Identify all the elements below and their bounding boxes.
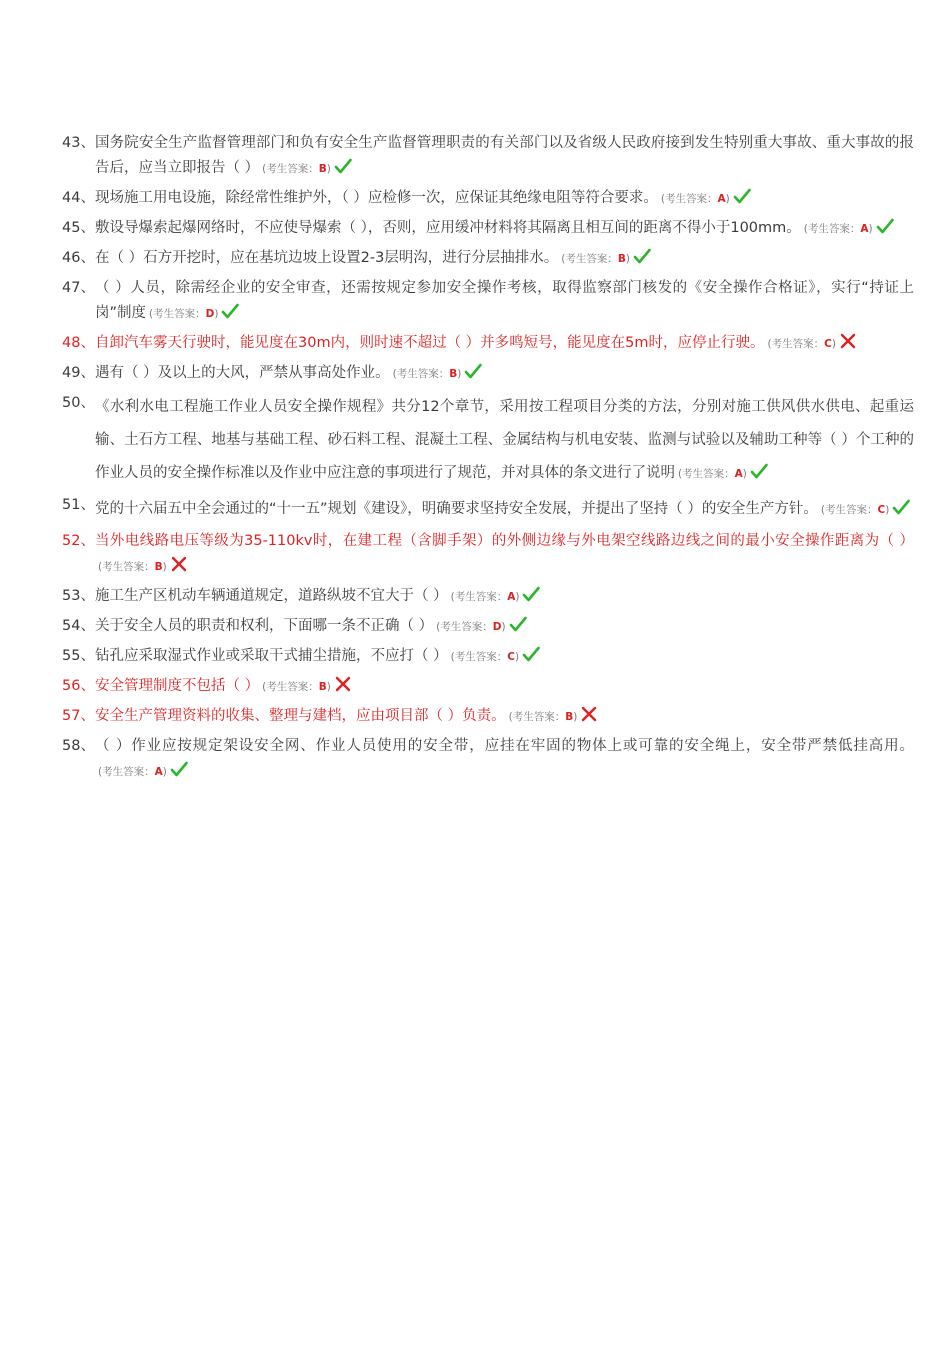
answer-close: ) xyxy=(515,591,520,603)
question-body xyxy=(95,493,914,527)
checkmark-icon xyxy=(633,248,651,264)
question-item xyxy=(62,704,914,730)
candidate-answer xyxy=(436,621,505,633)
question-number: 53、 xyxy=(62,588,95,604)
answer-letter: A xyxy=(717,193,726,205)
checkmark-icon xyxy=(522,586,540,602)
question-item xyxy=(62,276,914,327)
question-text: 钻孔应采取湿式作业或采取干式捕尘措施，不应打（ ） xyxy=(95,648,448,664)
candidate-answer xyxy=(509,711,578,723)
question-body xyxy=(95,331,914,357)
candidate-answer xyxy=(451,591,520,603)
answer-close: ) xyxy=(742,468,747,480)
cross-icon xyxy=(170,556,188,572)
answer-close: ) xyxy=(326,681,331,693)
answer-close: ) xyxy=(514,651,520,663)
question-item xyxy=(62,216,914,242)
question-number: 45、 xyxy=(62,220,95,236)
answer-label: (考生答案： xyxy=(767,338,825,350)
answer-label: (考生答案： xyxy=(98,766,155,778)
checkmark-icon xyxy=(509,616,527,632)
question-item xyxy=(62,361,914,387)
question-number: 52、 xyxy=(62,533,95,549)
answer-close: ) xyxy=(573,711,578,723)
question-number: 58、 xyxy=(62,738,95,754)
answer-close: ) xyxy=(625,253,631,265)
answer-letter: B xyxy=(449,368,458,380)
question-item xyxy=(62,331,914,357)
answer-label: (考生答案： xyxy=(660,193,718,205)
question-text: 当外电线路电压等级为35-110kv时，在建工程（含脚手架）的外侧边缘与外电架空线路边线之间的最小安全操作距离为（ ） xyxy=(95,533,914,549)
candidate-answer xyxy=(262,163,331,175)
answer-label: (考生答案： xyxy=(436,621,493,633)
checkmark-icon xyxy=(464,363,482,379)
question-body xyxy=(95,391,914,491)
candidate-answer xyxy=(678,468,747,480)
candidate-answer xyxy=(768,338,836,350)
cross-icon xyxy=(839,333,857,349)
answer-letter: B xyxy=(318,681,327,693)
question-item xyxy=(62,493,914,527)
question-list xyxy=(62,131,914,789)
question-body xyxy=(95,186,914,212)
checkmark-icon xyxy=(876,218,894,234)
answer-close: ) xyxy=(885,504,890,516)
question-number: 54、 xyxy=(62,618,95,634)
question-text: 自卸汽车雾天行驶时，能见度在30m内，则时速不超过（ ）并多鸣短号，能见度在5m时，应停止行驶。 xyxy=(95,335,765,351)
answer-label: (考生答案： xyxy=(149,308,206,320)
candidate-answer xyxy=(561,253,630,265)
question-item xyxy=(62,529,914,580)
question-number: 47、 xyxy=(62,280,95,296)
answer-label: (考生答案： xyxy=(450,591,508,603)
answer-label: (考生答案： xyxy=(508,711,566,723)
candidate-answer xyxy=(393,368,462,380)
question-body xyxy=(95,361,914,387)
answer-letter: D xyxy=(492,621,502,633)
checkmark-icon xyxy=(892,499,910,515)
answer-close: ) xyxy=(162,561,167,573)
question-body xyxy=(95,734,914,785)
answer-letter: B xyxy=(617,253,626,265)
checkmark-icon xyxy=(750,463,768,479)
checkmark-icon xyxy=(221,303,239,319)
answer-close: ) xyxy=(326,163,331,175)
answer-label: (考生答案： xyxy=(262,163,319,175)
answer-label: (考生答案： xyxy=(820,504,878,516)
answer-close: ) xyxy=(725,193,730,205)
answer-letter: D xyxy=(205,308,215,320)
candidate-answer xyxy=(661,193,730,205)
question-text: 敷设导爆索起爆网络时，不应使导爆索（ ），否则，应用缓冲材料将其隔离且相互间的距离不得小于100mm。 xyxy=(95,220,801,236)
checkmark-icon xyxy=(334,158,352,174)
question-body xyxy=(95,246,914,272)
candidate-answer xyxy=(451,651,519,663)
question-text: 遇有（ ）及以上的大风，严禁从事高处作业。 xyxy=(95,365,390,381)
answer-letter: C xyxy=(824,338,832,350)
question-body xyxy=(95,614,914,640)
answer-letter: A xyxy=(734,468,743,480)
question-body xyxy=(95,674,914,700)
answer-letter: B xyxy=(154,561,163,573)
question-text: 现场施工用电设施，除经常性维护外，（ ）应检修一次，应保证其绝缘电阻等符合要求。 xyxy=(95,190,658,206)
question-text: 安全管理制度不包括（ ） xyxy=(95,678,260,694)
candidate-answer xyxy=(149,308,218,320)
answer-letter: C xyxy=(877,504,886,516)
checkmark-icon xyxy=(170,761,188,777)
candidate-answer xyxy=(98,766,167,778)
answer-letter: A xyxy=(154,766,163,778)
cross-icon xyxy=(580,706,598,722)
answer-letter: B xyxy=(318,163,327,175)
question-number: 56、 xyxy=(62,678,95,694)
question-body xyxy=(95,644,914,670)
question-text: 关于安全人员的职责和权利，下面哪一条不正确（ ） xyxy=(95,618,434,634)
question-body xyxy=(95,584,914,610)
candidate-answer xyxy=(804,223,873,235)
question-number: 50、 xyxy=(62,395,95,411)
answer-close: ) xyxy=(214,308,219,320)
question-text: （ ）作业应按规定架设安全网、作业人员使用的安全带，应挂在牢固的物体上或可靠的安全绳上，安全带严禁低挂高用。 xyxy=(95,738,914,754)
question-item xyxy=(62,246,914,272)
answer-label: (考生答案： xyxy=(561,253,618,265)
question-text: 《水利水电工程施工作业人员安全操作规程》共分12个章节，采用按工程项目分类的方法，分别对施工供风供水供电、起重运输、土石方工程、地基与基础工程、砂石料工程、混凝土工程、金属结构与机电安装、监测与试验以及辅助工种等（ ）个工种的作业人员的安全操作标准以及作业中应注意的事项进行了规范，并对具体的条文进行了说明 xyxy=(95,399,914,481)
candidate-answer xyxy=(98,561,167,573)
question-item xyxy=(62,734,914,785)
answer-letter: B xyxy=(565,711,574,723)
cross-icon xyxy=(334,676,352,692)
answer-label: (考生答案： xyxy=(262,681,319,693)
question-item xyxy=(62,131,914,182)
checkmark-icon xyxy=(733,188,751,204)
question-body xyxy=(95,216,914,242)
question-number: 49、 xyxy=(62,365,95,381)
answer-letter: A xyxy=(507,591,516,603)
candidate-answer xyxy=(821,504,889,516)
checkmark-icon xyxy=(522,646,540,662)
question-text: （ ）人员，除需经企业的安全审查，还需按规定参加安全操作考核，取得监察部门核发的《安全操作合格证》，实行“持证上岗”制度 xyxy=(95,280,914,321)
question-text: 施工生产区机动车辆通道规定，道路纵坡不宜大于（ ） xyxy=(95,588,448,604)
answer-close: ) xyxy=(831,338,836,350)
question-number: 51、 xyxy=(62,497,95,513)
question-text: 党的十六届五中全会通过的“十一五”规划《建设》，明确要求坚持安全发展，并提出了坚持（ ）的安全生产方针。 xyxy=(95,501,818,517)
question-item xyxy=(62,186,914,212)
answer-close: ) xyxy=(501,621,506,633)
question-number: 57、 xyxy=(62,708,95,724)
question-body xyxy=(95,704,914,730)
answer-label: (考生答案： xyxy=(450,651,508,663)
question-text: 安全生产管理资料的收集、整理与建档，应由项目部（ ）负责。 xyxy=(95,708,506,724)
question-text: 国务院安全生产监督管理部门和负有安全生产监督管理职责的有关部门以及省级人民政府接到发生特别重大事故、重大事故的报告后，应当立即报告（ ） xyxy=(95,135,914,176)
question-body xyxy=(95,131,914,182)
question-body xyxy=(95,529,914,580)
answer-label: (考生答案： xyxy=(392,368,450,380)
question-item xyxy=(62,614,914,640)
question-body xyxy=(95,276,914,327)
answer-letter: A xyxy=(860,223,869,235)
question-number: 55、 xyxy=(62,648,95,664)
question-item xyxy=(62,644,914,670)
candidate-answer xyxy=(262,681,331,693)
answer-close: ) xyxy=(868,223,873,235)
question-number: 46、 xyxy=(62,250,95,266)
answer-close: ) xyxy=(162,766,167,778)
question-item xyxy=(62,674,914,700)
question-number: 44、 xyxy=(62,190,95,206)
question-item xyxy=(62,584,914,610)
question-item xyxy=(62,391,914,491)
question-text: 在（ ）石方开挖时，应在基坑边坡上设置2-3层明沟，进行分层抽排水。 xyxy=(95,250,559,266)
question-number: 43、 xyxy=(62,135,95,151)
answer-close: ) xyxy=(457,368,462,380)
answer-letter: C xyxy=(507,651,515,663)
question-number: 48、 xyxy=(62,335,95,351)
answer-label: (考生答案： xyxy=(678,468,735,480)
answer-label: (考生答案： xyxy=(803,223,861,235)
answer-label: (考生答案： xyxy=(98,561,155,573)
